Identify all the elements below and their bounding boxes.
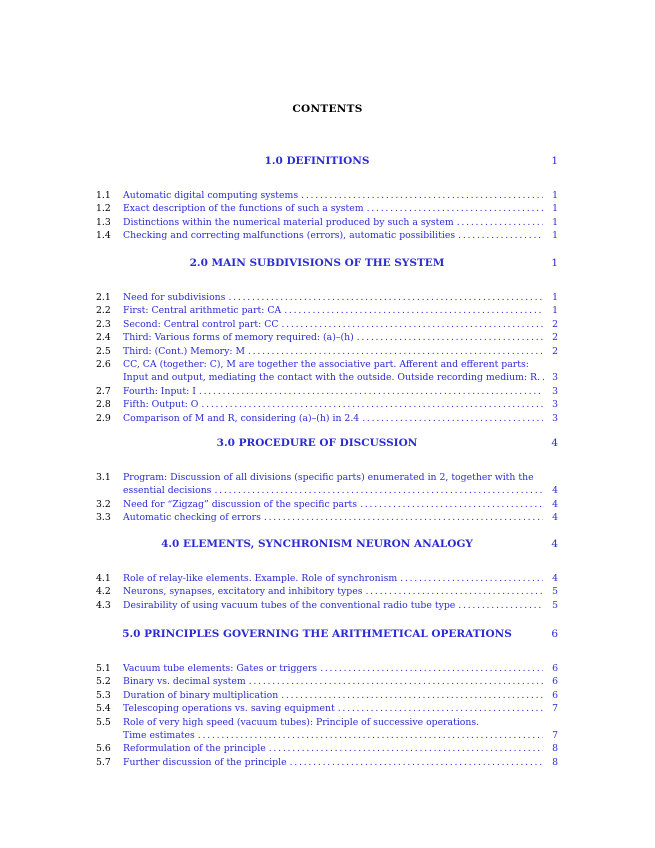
entry-title[interactable]: Fourth: Input: I — [123, 385, 196, 397]
entry-title[interactable]: Program: Discussion of all divisions (specific parts) enumerated in 2, together with the — [123, 472, 534, 483]
dot-leader — [264, 511, 543, 524]
entry-number: 5.1 — [96, 663, 111, 674]
toc-entry[interactable] — [96, 345, 558, 358]
dot-leader — [542, 371, 544, 384]
entry-list — [96, 291, 558, 425]
dot-leader — [199, 385, 543, 398]
entry-list — [96, 471, 558, 525]
entry-number: 5.3 — [96, 689, 111, 701]
entry-page[interactable]: 5 — [552, 599, 558, 611]
dot-leader — [198, 729, 543, 742]
dot-leader — [457, 216, 543, 229]
entry-title[interactable]: Third: Various forms of memory required: (a)–(h) — [123, 332, 354, 344]
dot-leader — [365, 585, 543, 598]
toc-section — [96, 437, 558, 525]
section-heading-title[interactable]: 2.0 MAIN SUBDIVISIONS OF THE SYSTEM — [189, 257, 445, 269]
dot-leader — [269, 742, 543, 755]
entry-page[interactable]: 1 — [552, 305, 558, 317]
entry-number: 2.7 — [96, 385, 111, 397]
section-heading-page[interactable]: 6 — [551, 628, 558, 640]
entry-number: 3.1 — [96, 472, 111, 483]
entry-number: 5.4 — [96, 703, 111, 715]
toc-entry[interactable] — [96, 189, 558, 202]
entry-number: 5.2 — [96, 676, 111, 688]
toc-entry[interactable] — [96, 585, 558, 598]
entry-title[interactable]: Need for “Zigzag” discussion of the specific parts — [123, 498, 358, 510]
entry-title[interactable]: Comparison of M and R, considering (a)–(h) in 2.4 — [123, 412, 360, 424]
entry-title[interactable]: Role of relay-like elements. Example. Role of synchronism — [123, 573, 398, 584]
toc-entry[interactable] — [96, 229, 558, 242]
dot-leader — [284, 304, 543, 317]
entry-title[interactable]: Time estimates — [123, 730, 195, 742]
entry-page[interactable]: 2 — [552, 318, 558, 330]
toc-entry[interactable] — [96, 291, 558, 304]
toc-section — [96, 155, 558, 243]
section-heading[interactable] — [96, 155, 558, 169]
toc-section — [96, 628, 558, 769]
entry-page[interactable]: 4 — [552, 498, 558, 510]
entry-page[interactable]: 3 — [552, 399, 558, 411]
entry-page[interactable]: 5 — [552, 586, 558, 598]
section-heading-page[interactable]: 1 — [551, 257, 558, 269]
entry-page[interactable]: 2 — [552, 345, 558, 357]
section-heading[interactable] — [96, 437, 558, 451]
entry-number: 5.5 — [96, 716, 111, 728]
dot-leader — [458, 599, 543, 612]
entry-title[interactable]: Further discussion of the principle — [123, 756, 287, 768]
entry-number: 2.3 — [96, 318, 111, 330]
dot-leader — [357, 331, 543, 344]
entry-title[interactable]: Exact description of the functions of such a system — [123, 203, 364, 215]
dot-leader — [249, 675, 543, 688]
entry-title[interactable]: Reformulation of the principle — [123, 743, 266, 755]
section-heading-title[interactable]: 1.0 DEFINITIONS — [264, 155, 370, 167]
toc-entry[interactable] — [96, 412, 558, 425]
entry-page[interactable]: 3 — [552, 385, 558, 397]
toc-entry[interactable] — [96, 304, 558, 317]
toc-entry[interactable] — [96, 511, 558, 524]
entry-title[interactable]: Second: Central control part: CC — [123, 318, 279, 330]
entry-number: 1.2 — [96, 203, 111, 215]
entry-title[interactable]: Binary vs. decimal system — [123, 676, 246, 688]
dot-leader — [214, 484, 543, 497]
toc-entry[interactable] — [96, 216, 558, 229]
toc-entry[interactable] — [96, 675, 558, 688]
entry-number: 1.4 — [96, 230, 111, 242]
dot-leader — [362, 412, 543, 425]
toc-entry[interactable] — [96, 385, 558, 398]
entry-page[interactable]: 6 — [552, 689, 558, 701]
entry-number: 4.1 — [96, 573, 111, 584]
entry-number: 3.3 — [96, 512, 111, 524]
dot-leader — [290, 756, 543, 769]
entry-page[interactable]: 1 — [552, 216, 558, 228]
toc-section — [96, 257, 558, 425]
section-heading-title[interactable]: 3.0 PROCEDURE OF DISCUSSION — [216, 437, 418, 449]
dot-leader — [281, 318, 543, 331]
entry-page[interactable]: 1 — [552, 203, 558, 215]
entry-page[interactable]: 6 — [552, 676, 558, 688]
toc-entry[interactable] — [96, 318, 558, 331]
entry-title[interactable]: Fifth: Output: O — [123, 399, 199, 411]
dot-leader — [301, 189, 543, 202]
toc-entry[interactable] — [96, 662, 558, 675]
entry-page[interactable]: 3 — [552, 372, 558, 384]
toc-entry[interactable] — [96, 572, 558, 585]
section-heading-page[interactable]: 4 — [551, 437, 558, 449]
entry-page[interactable]: 8 — [552, 756, 558, 768]
section-heading[interactable] — [96, 257, 558, 271]
entry-title[interactable]: Duration of binary multiplication — [123, 689, 279, 701]
entry-number: 5.7 — [96, 756, 111, 768]
entry-title[interactable]: essential decisions — [123, 485, 212, 497]
toc-entry[interactable] — [96, 471, 558, 498]
entry-number: 2.6 — [96, 359, 111, 371]
entry-page[interactable]: 7 — [552, 730, 558, 742]
dot-leader — [281, 689, 543, 702]
entry-page[interactable]: 2 — [552, 332, 558, 344]
entry-number: 2.1 — [96, 292, 111, 303]
entry-title[interactable]: Vacuum tube elements: Gates or triggers — [123, 663, 318, 674]
section-heading-page[interactable]: 1 — [551, 155, 558, 167]
entry-number: 2.2 — [96, 305, 111, 317]
entry-title[interactable]: Distinctions within the numerical material produced by such a system — [123, 216, 454, 228]
dot-leader — [458, 229, 543, 242]
section-heading-title[interactable]: 5.0 PRINCIPLES GOVERNING THE ARITHMETICAL OPERATIONS — [122, 628, 512, 640]
entry-page[interactable]: 1 — [552, 230, 558, 242]
entry-page[interactable]: 7 — [552, 703, 558, 715]
toc-entry[interactable] — [96, 398, 558, 411]
entry-title[interactable]: CC, CA (together: C), M are together the associative part. Afferent and efferent parts: — [123, 359, 529, 371]
entry-page[interactable]: 1 — [552, 292, 558, 303]
section-heading[interactable] — [96, 538, 558, 552]
toc-entry[interactable] — [96, 756, 558, 769]
toc-entry[interactable] — [96, 702, 558, 715]
entry-number: 5.6 — [96, 743, 111, 755]
entry-number: 4.3 — [96, 599, 111, 611]
entry-page[interactable]: 4 — [552, 573, 558, 584]
entry-page[interactable]: 8 — [552, 743, 558, 755]
entry-title[interactable]: Checking and correcting malfunctions (errors), automatic possibilities — [123, 230, 456, 242]
toc-section — [96, 538, 558, 612]
page-title: CONTENTS — [292, 103, 363, 115]
dot-leader — [338, 702, 543, 715]
toc-entry[interactable] — [96, 742, 558, 755]
toc-entry[interactable] — [96, 689, 558, 702]
toc-entry[interactable] — [96, 498, 558, 511]
entry-list — [96, 662, 558, 769]
dot-leader — [367, 202, 543, 215]
entry-title[interactable]: Role of very high speed (vacuum tubes): Principle of successive operations. — [123, 716, 480, 728]
entry-page[interactable]: 4 — [552, 512, 558, 524]
entry-title[interactable]: Neurons, synapses, excitatory and inhibitory types — [123, 586, 363, 598]
dot-leader — [360, 498, 543, 511]
entry-number: 2.5 — [96, 345, 111, 357]
entry-number: 2.8 — [96, 399, 111, 411]
entry-page[interactable]: 4 — [552, 485, 558, 497]
dot-leader — [320, 662, 543, 675]
entry-title[interactable]: Desirability of using vacuum tubes of the conventional radio tube type — [123, 599, 456, 611]
entry-number: 1.3 — [96, 216, 111, 228]
entry-title[interactable]: Need for subdivisions — [123, 292, 226, 303]
entry-title[interactable]: Input and output, mediating the contact with the outside. Outside recording medium: R. — [123, 372, 540, 384]
entry-title[interactable]: Automatic digital computing systems — [123, 190, 299, 201]
toc-entry[interactable] — [96, 358, 558, 385]
entry-number: 2.9 — [96, 412, 111, 424]
dot-leader — [400, 572, 543, 585]
toc-entry[interactable] — [96, 331, 558, 344]
entry-page[interactable]: 1 — [552, 190, 558, 201]
entry-list — [96, 572, 558, 612]
entry-title[interactable]: Automatic checking of errors — [123, 512, 261, 524]
entry-page[interactable]: 6 — [552, 663, 558, 674]
entry-number: 3.2 — [96, 498, 111, 510]
toc-entry[interactable] — [96, 599, 558, 612]
entry-number: 1.1 — [96, 190, 111, 201]
entry-page[interactable]: 3 — [552, 412, 558, 424]
section-heading[interactable] — [96, 628, 558, 642]
entry-number: 4.2 — [96, 586, 111, 598]
toc-entry[interactable] — [96, 716, 558, 743]
entry-title[interactable]: First: Central arithmetic part: CA — [123, 305, 282, 317]
section-heading-page[interactable]: 4 — [551, 538, 558, 550]
entry-number: 2.4 — [96, 332, 111, 344]
entry-list — [96, 189, 558, 243]
dot-leader — [228, 291, 543, 304]
toc-entry[interactable] — [96, 202, 558, 215]
dot-leader — [201, 398, 543, 411]
dot-leader — [248, 345, 543, 358]
entry-title[interactable]: Telescoping operations vs. saving equipment — [123, 703, 335, 715]
entry-title[interactable]: Third: (Cont.) Memory: M — [123, 345, 245, 357]
section-heading-title[interactable]: 4.0 ELEMENTS, SYNCHRONISM NEURON ANALOGY — [161, 538, 473, 550]
